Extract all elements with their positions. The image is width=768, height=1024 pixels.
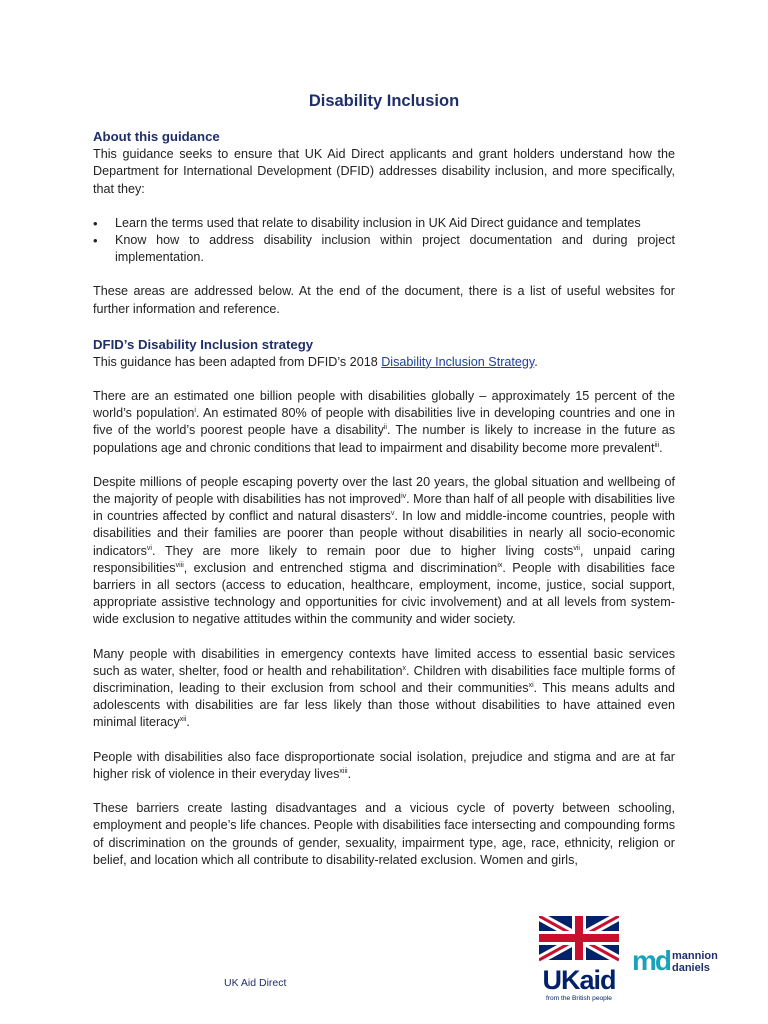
strategy-paragraph-4: People with disabilities also face disproportionate social isolation, prejudice and stigma and are at far higher risk of violence in their everyday lives$^{xiii}$. — [93, 749, 675, 781]
about-heading: About this guidance — [93, 129, 220, 145]
endnote-ref[interactable]: vii — [573, 544, 580, 552]
strategy-paragraph-3: Many people with disabilities in emergency contexts have limited access to essential basic services such as water, shelter, food or health and rehabilitation$^x$. Children with disabilities face multiple forms of discrimination, leading to their exclusion from school and their communities$^{xi}$. This means adults and adolescents with disabilities are far less likely than those without disabilities to have attained even minimal literacy$^{xii}$. — [93, 646, 675, 730]
document-body — [93, 88, 675, 869]
endnote-ref[interactable]: i — [194, 407, 196, 415]
page-title: Disability Inclusion — [308, 92, 460, 110]
endnote-ref[interactable]: ix — [497, 561, 503, 569]
endnote-ref[interactable]: v — [390, 510, 395, 518]
endnote-ref[interactable]: xii — [179, 716, 187, 724]
list-item: • Learn the terms used that relate to disability inclusion in UK Aid Direct guidance and templates — [115, 215, 675, 232]
strategy-paragraph-2: Despite millions of people escaping poverty over the last 20 years, the global situation and wellbeing of the majority of people with disabilities has not improved$^{iv}$. More than half of all people with disabilities live in countries affected by conflict and natural disasters$^v$. In low and middle-income countries, people with disabilities and their families are poorer than people without disabilities in nearly all socio-economic indicators$^{vi}$. They are more likely to remain poor due to higher living costs$^{vii}$, unpaid caring responsibilities$^{viii}$, exclusion and entrenched stigma and discrimination$^{ix}$. People with disabilities face barriers in all sectors (access to education, healthcare, employment, income, justice, social support, appropriate assistive technology and opportunities for civic involvement) and at all levels from system-wide exclusion to negative attitudes within the community and wider society. — [93, 474, 675, 627]
ukaid-wordmark: UKaid — [542, 965, 616, 995]
about-bullet-list — [93, 215, 675, 267]
list-item: • Know how to address disability inclusion within project documentation and during project implementation. — [115, 232, 675, 266]
about-intro: This guidance seeks to ensure that UK Aid Direct applicants and grant holders understand how the Department for International Development (DFID) addresses disability inclusion, and more specifically, that they: — [93, 147, 675, 196]
mannion-daniels-logo — [632, 944, 736, 978]
md-mark-icon: md — [632, 945, 670, 976]
endnote-ref[interactable]: iii — [654, 441, 660, 449]
ukaid-tagline: from the British people — [546, 995, 612, 1002]
endnote-ref[interactable]: ii — [383, 424, 387, 432]
endnote-ref[interactable]: x — [402, 664, 407, 672]
strategy-paragraph-1: There are an estimated one billion people with disabilities globally – approximately 15 percent of the world’s population$^i$. An estimated 80% of people with disabilities live in developing countries and one in five of the world’s poorest people have a disability$^{ii}$. The number is likely to increase in the future as populations age and chronic conditions that lead to impairment and disability become more prevalent$^{iii}$. — [93, 389, 676, 455]
endnote-ref[interactable]: vi — [146, 544, 152, 552]
strategy-heading: DFID’s Disability Inclusion strategy — [93, 336, 314, 352]
endnote-ref[interactable]: iv — [401, 492, 407, 500]
endnote-ref[interactable]: xi — [528, 681, 534, 689]
endnote-ref[interactable]: xiii — [339, 767, 348, 775]
endnote-ref[interactable]: viii — [175, 561, 184, 569]
strategy-adapted: This guidance has been adapted from DFID’s 2018 Disability Inclusion Strategy. — [93, 354, 538, 369]
md-name-line1: mannion — [672, 950, 718, 962]
md-name-line2: daniels — [672, 962, 710, 974]
about-outro: These areas are addressed below. At the end of the document, there is a list of useful websites for further information and reference. — [93, 284, 675, 316]
strategy-paragraph-5: These barriers create lasting disadvantages and a vicious cycle of poverty between schooling, employment and people’s life chances. People with disabilities face intersecting and compounding forms of discrimination on the grounds of gender, sexuality, impairment type, age, race, ethnicity, religion or belief, and location which all contribute to disability-related exclusion. Women and girls, — [93, 801, 675, 867]
disability-inclusion-strategy-link[interactable]: Disability Inclusion Strategy — [381, 354, 535, 369]
footer-label: UK Aid Direct — [224, 977, 287, 989]
ukaid-logo — [539, 916, 619, 1002]
union-flag-icon — [539, 916, 619, 960]
